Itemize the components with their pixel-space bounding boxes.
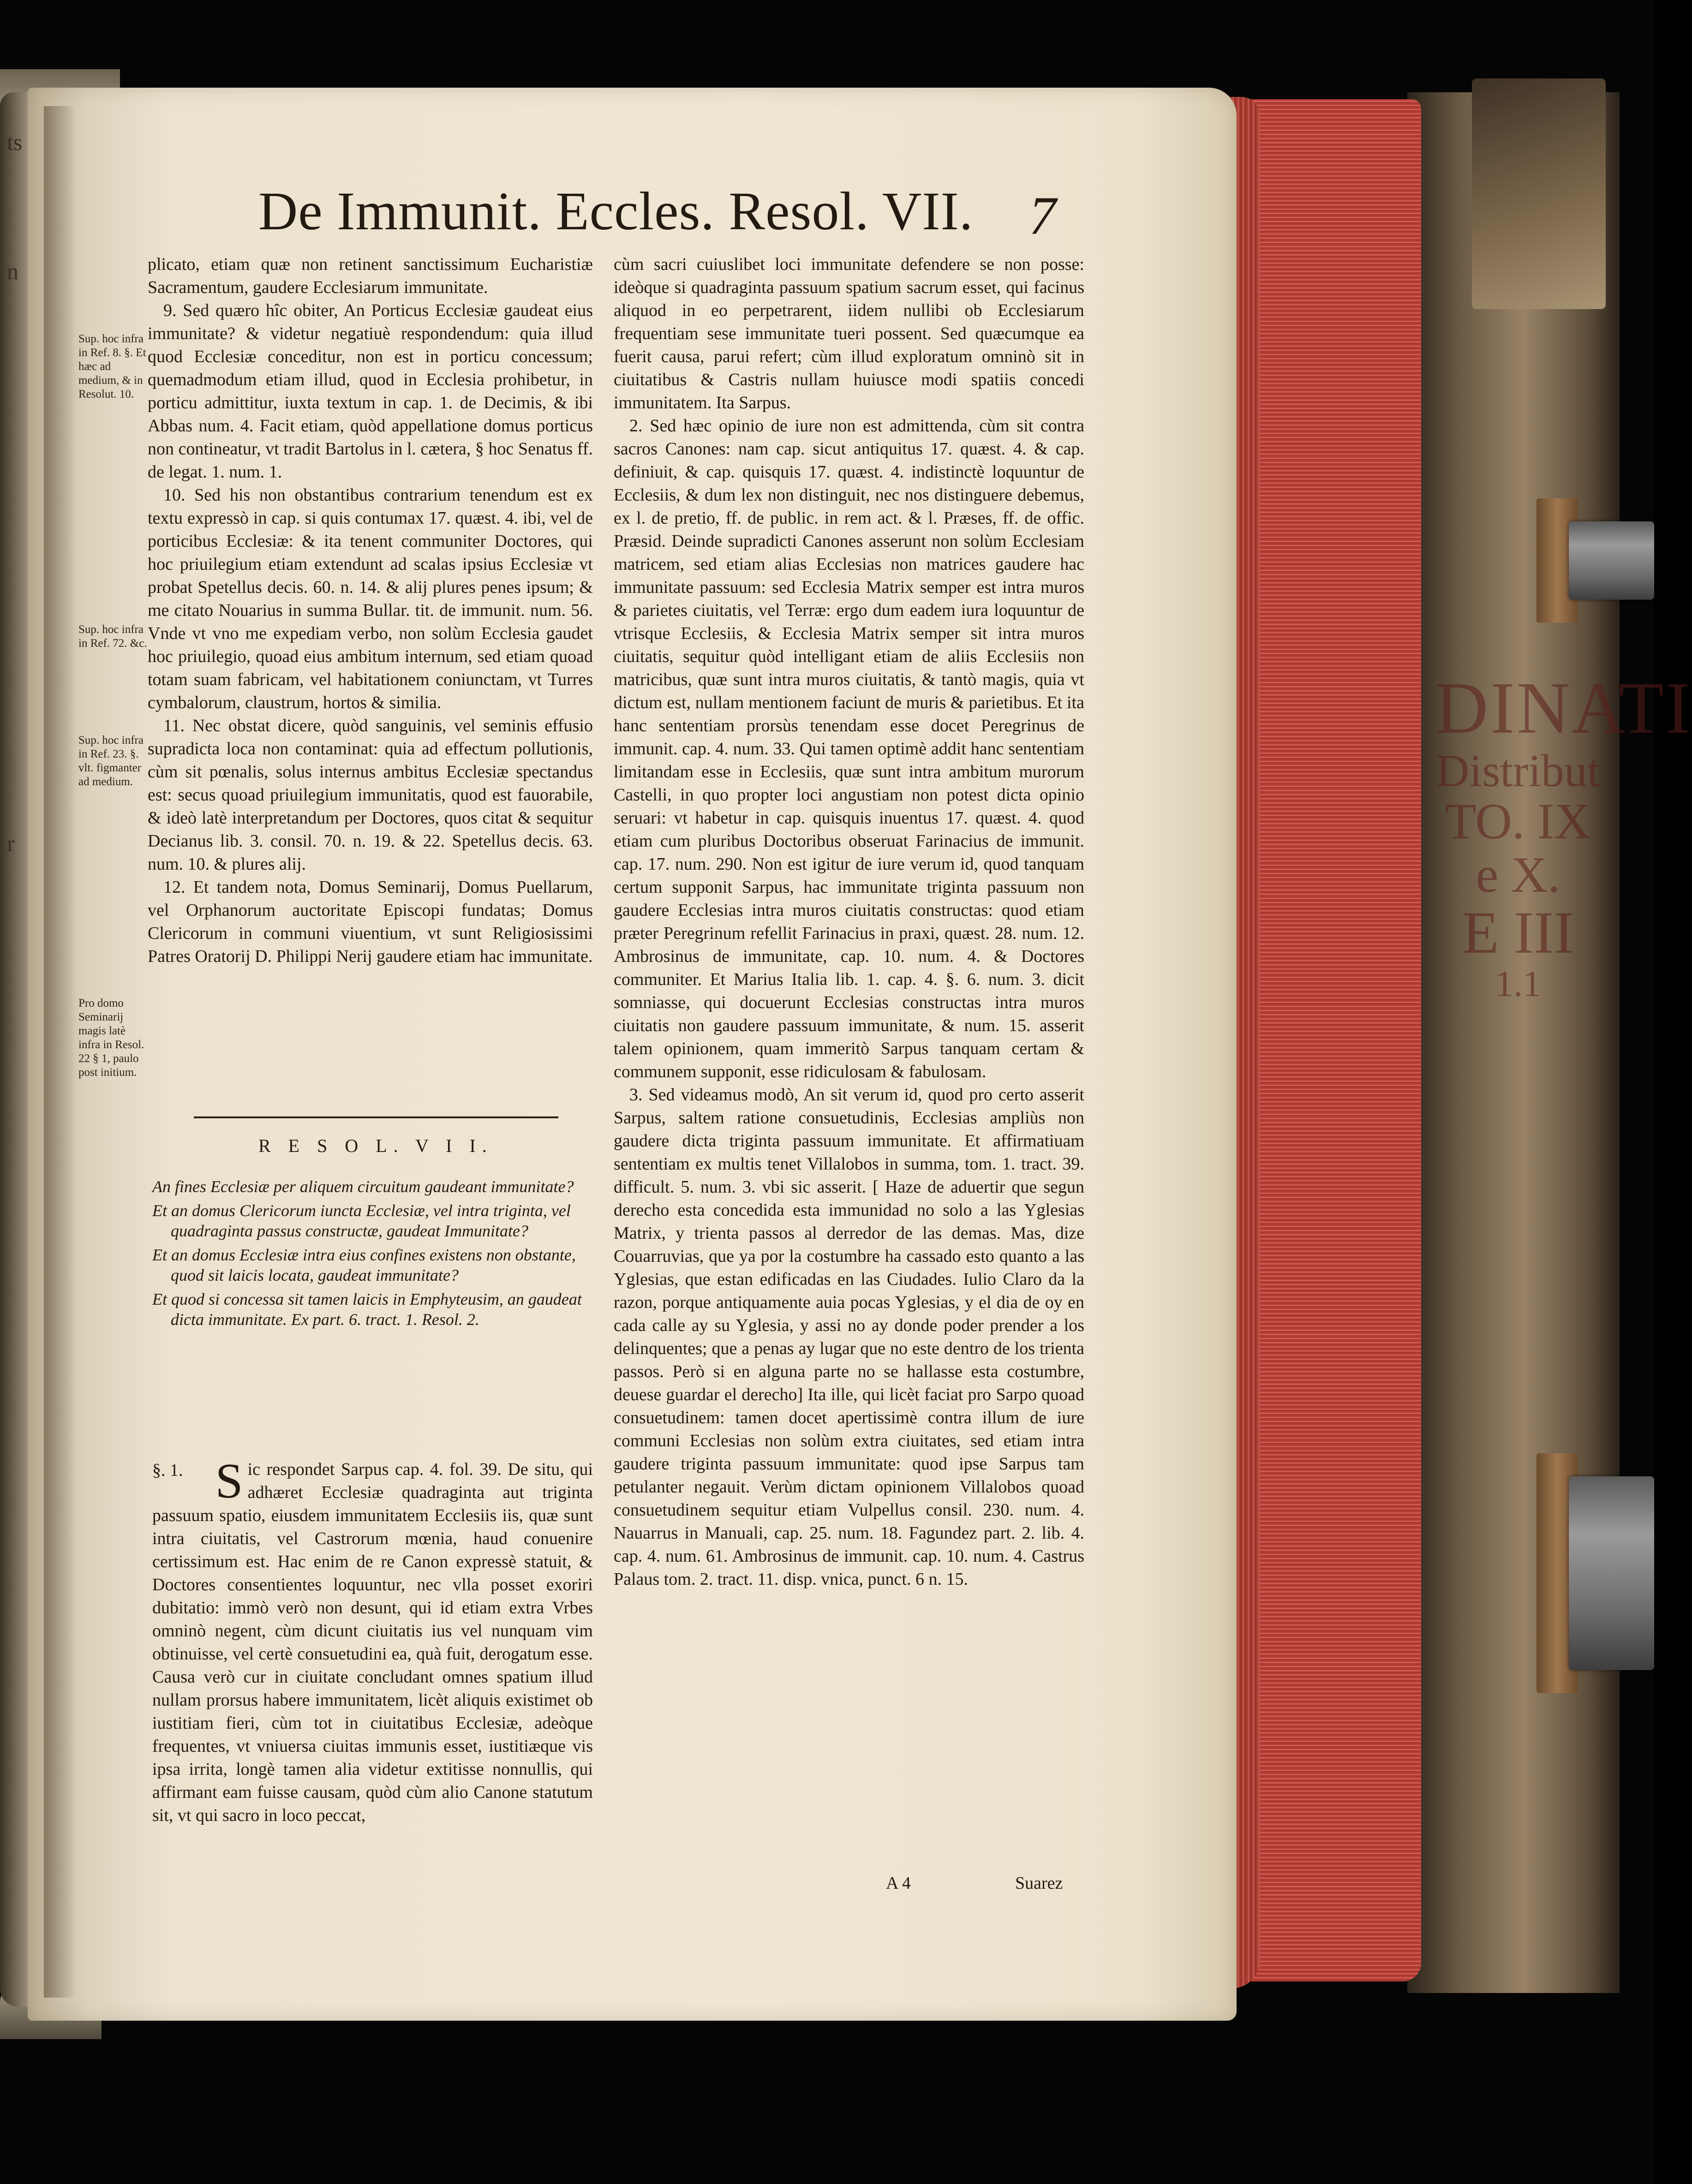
signature-mark: A 4 [886,1874,911,1893]
margin-note: Pro domo Seminarij magis latè infra in Resol. 22 § 1, paulo post initium. [78,997,144,1079]
paragraph: cùm sacri cuiuslibet loci immunitate defendere se non posse: ideòque si quadraginta passuum spatium sacrum esset, qui facinus aliquod in eo perpetrarent, iidem nullibi ob Ecclesiarum frequentiam sese immunitate tueri possent. Sed quæcumque ea fuerit causa, parui refert; cùm illud exploratum omninò sit in ciuitatibus & Castris nullam huiusce modi spatiis concedi immunitatem. Ita Sarpus. [614,255,1084,412]
page-number: 7 [1029,185,1056,246]
question: Et an domus Clericorum iuncta Ecclesiæ, vel intra triginta, vel quadraginta passus constructæ, gaudeat Immunitate? [152,1201,571,1240]
resolution-title: R E S O L. V I I. [258,1135,493,1156]
catchword: Suarez [1015,1874,1063,1893]
facing-page-fragment: ts [7,129,23,155]
spine-line: Distribut [1436,745,1600,796]
spine-line: DINATI [1435,667,1692,749]
section-text: ic respondet Sarpus cap. 4. fol. 39. De situ, qui adhæret Ecclesiæ quadraginta aut triginta passuum spatio, eiusdem immunitatem Ecclesiis iis, quæ sunt intra ciuitatis, vel Castrorum mœnia, haud conuenire certissimum est. Hac enim de re Canon expressè statuit, & Doctores consentientes loquuntur, nec vlla posset exoriri dubitatio: immò verò non desunt, qui id etiam extra Vrbes omninò negent, cùm dicunt ciuitatis ius vel nunquam vim obtinuisse, vel certè consuetudini ea, quà fuit, derogatum esse. Causa verò cur in ciuitate concludant omnes spatium illud nullam prorsus habere immunitatem, licèt aliquis existimet ob iustitiam fieri, cùm tot in ciuitatibus Ecclesiæ, adeòque frequentes, vt vniuersa ciuitas immunis esset, iustitiæque vis ipsa irrita, longè tamen alia videtur extitisse nonnullis, qui affirmant eam fuisse causam, quòd cùm alio Canone statutum sit, vt qui sacro in loco peccat, [152,1460,593,1825]
margin-note: Sup. hoc infra in Ref. 8. §. Et hæc ad medium, & in Resolut. 10. [78,333,146,400]
spine-line: TO. IX e X. [1445,793,1591,903]
running-head: De Immunit. Eccles. Resol. VII. [258,181,974,241]
drop-cap: S [215,1454,243,1509]
paragraph: 11. Nec obstat dicere, quòd sanguinis, vel seminis effusio supradicta loca non contaminat: quia ad effectum pollutionis, cùm sit pœnalis, solus internus ambitus Ecclesiæ spectandus est: secus quoad priuilegium immunitatis, quod est fauorabile, & ideò latè interpretandum per Doctores, quos citat & sequitur Decianus lib. 3. consil. 70. n. 19. & 22. Spetellus decis. 63. num. 10. & plures alij. [148,716,593,874]
book-cover-right [1407,92,1692,1993]
paragraph: 2. Sed hæc opinio de iure non est admittenda, cùm sit contra sacros Canones: nam cap. sicut antiquitus 17. quæst. 4. & cap. definiuit, & cap. quisquis 17. quæst. 4. indistinctè loquuntur de Ecclesiis, & dum lex non distinguit, nec nos distinguere debemus, ex l. de pretio, ff. de public. in rem act. & l. Præses, ff. de offic. Præsid. Deinde supradicti Canones asserunt non solùm Ecclesiam matricem, sed etiam alias Ecclesias non matrices gaudere hac immunitate passuum: sed Ecclesia Matrix semper est intra muros & parietes ciuitatis, vel Terræ: ergo dum eadem iura loquuntur de vtrisque Ecclesiis, & Ecclesia Matrix semper sit intra muros ciuitatis, sequitur quòd intelligant etiam de aliis Ecclesiis non matricibus, quæ sunt intra muros ciuitatis, & tantò magis, quia vt dictum est, nullam mentionem faciunt de muris & parietibus. Et ita hanc sententiam prorsùs tenendam esse docet Peregrinus de immunit. cap. 4. num. 33. Qui tamen optimè addit hanc sententiam limitandam esse in Ecclesiis, quæ sunt intra ambitum murorum Castelli, in quo propter loci angustiam non potest dicta opinio seruari: vt habetur in cap. quisquis inuentus 17. quæst. 4. quod etiam cum pluribus Doctoribus obseruat Farinacius de immunit. cap. 17. num. 290. Non est igitur de iure verum id, quod tanquam certum supponit Sarpus, hac immunitate triginta passuum non gaudere Ecclesias intra muros ciuitatis constructas: quod etiam præter Peregrinum refellit Farinacius in praxi, quæst. 28. num. 12. Ambrosinus de immunitate, cap. 10. num. 4. & Doctores communiter. Et Marius Italia lib. 1. cap. 4. §. 6. num. 3. dicit somniasse, qui docuerunt Ecclesias constructas intra muros ciuitatis non gaudere passuum immunitate, & num. 15. asserit talem opinionem, quam immeritò Sarpus tanquam certam & communem supponit, esse ridiculosam & fabulosam. [614,416,1084,1081]
section-rule [194,1116,558,1118]
facing-page-fragment: r [7,830,15,856]
cover-corner [1472,78,1606,309]
paragraph: 3. Sed videamus modò, An sit verum id, quod pro certo asserit Sarpus, saltem ratione consuetudinis, Ecclesias ampliùs non gaudere dicta triginta passuum immunitate. Et affirmatiuam sententiam ex multis tenet Villalobos in summa, tom. 1. tract. 39. difficult. 5. num. 3. vbi sic asserit. [ Haze de aduertir que segun derecho esta concedida esta immunidad no solo a las Yglesias Matrix, y trienta passos al derredor de las demas. Mas, dize Couarruvias, que ya por la costumbre ha cassado esto quanto a las Yglesias, que estan edificadas en las Ciudades. Iulio Claro da la razon, porque antiquamente auia pocas Yglesias, y el dia de oy en cada calle ay su Yglesia, y assi no ay donde poder prender a los delinquentes; que a penas ay lugar que no este dentro de los trienta passos. Però si en alguna parte no se hallasse esta costumbre, deuese guardar el derecho] Ita ille, qui licèt faciat pro Sarpo quoad consuetudinem: tamen docet apertissimè contra illum de iure communi Ecclesias non solùm extra ciuitates, sed etiam intra gaudere triginta passuum immunitate: quod ipse Sarpus tam petulanter negauit. Verùm dictam opinionem Villalobos quoad consuetudinem sequitur etiam Vulpellus consil. 230. num. 4. Nauarrus in Manuali, cap. 25. num. 18. Fagundez part. 2. lib. 4. cap. 4. num. 61. Ambrosinus de immunit. cap. 10. num. 4. Castrus Palaus tom. 2. tract. 11. disp. vnica, punct. 6 n. 15. [614,1085,1084,1589]
section-one [152,1454,593,1827]
facing-page-fragment: n [7,258,18,284]
paragraph: 12. Et tandem nota, Domus Seminarij, Domus Puellarum, vel Orphanorum auctoritate Episcopi fundatas; Domus Clericorum in communi viuentium, vt sunt Religiosissimi Patres Oratorij D. Philippi Nerij gaudere etiam hac immunitate. [148,877,593,966]
section-label: §. 1. [152,1461,183,1480]
paragraph: 9. Sed quæro hîc obiter, An Porticus Ecclesiæ gaudeat eius immunitate? & videtur negatiuè respondendum: quia illud quod Ecclesiæ conceditur, non est in porticu concessum; quemadmodum etiam illud, quod in Ecclesia prohibetur, in porticu admittitur, iuxta textum in cap. 1. de Decimis, & ibi Abbas num. 4. Facit etiam, quòd appellatione domus porticus non contineatur, vt tradit Bartolus in l. cætera, § hoc Senatus ff. de legat. 1. num. 1. [148,301,593,482]
paragraph: 10. Sed his non obstantibus contrarium tenendum est ex textu expressò in cap. si quis contumax 17. quæst. 4. ibi, vel de porticibus Ecclesiæ: & ita tenent communiter Doctores, qui hoc priuilegium etiam extendunt ad scalas ipsius Ecclesiæ vt probat Spetellus decis. 60. n. 14. & alij plures penes ipsum; & me citato Nouarius in summa Bullar. tit. de immunit. num. 56. Vnde vt vno me expediam verbo, non solùm Ecclesia gaudet hoc priuilegio, quoad eius ambitum internum, sed etiam quoad totam suam fabricam, vel habitationem coniunctam, vt Turres cymbalorum, claustrum, hortos & similia. [148,485,593,712]
left-column [148,253,593,968]
clasp-lower [1569,1476,1654,1670]
margin-note: Sup. hoc infra in Ref. 23. §. vlt. figmanter ad medium. [78,734,143,788]
question: An fines Ecclesiæ per aliquem circuitum gaudeant immunitate? [152,1177,574,1196]
resolution-questions [152,1176,591,1333]
margin-note: Sup. hoc infra in Ref. 72. &c. [78,623,147,650]
question: Et an domus Ecclesiæ intra eius confines existens non obstante, quod sit laicis locata, gaudeat immunitate? [152,1246,576,1284]
spine-line: 1.1 [1495,963,1541,1004]
page-gutter-shadow [44,106,76,1998]
spine-line: E III [1462,900,1574,966]
right-column [614,253,1084,1591]
spine-lettering [1435,667,1692,1004]
paragraph: plicato, etiam quæ non retinent sanctissimum Eucharistiæ Sacramentum, gaudere Ecclesiarum immunitate. [148,255,593,297]
question: Et quod si concessa sit tamen laicis in Emphyteusim, an gaudeat dicta immunitate. Ex part. 6. tract. 1. Resol. 2. [152,1290,582,1329]
clasp-upper [1569,521,1654,600]
